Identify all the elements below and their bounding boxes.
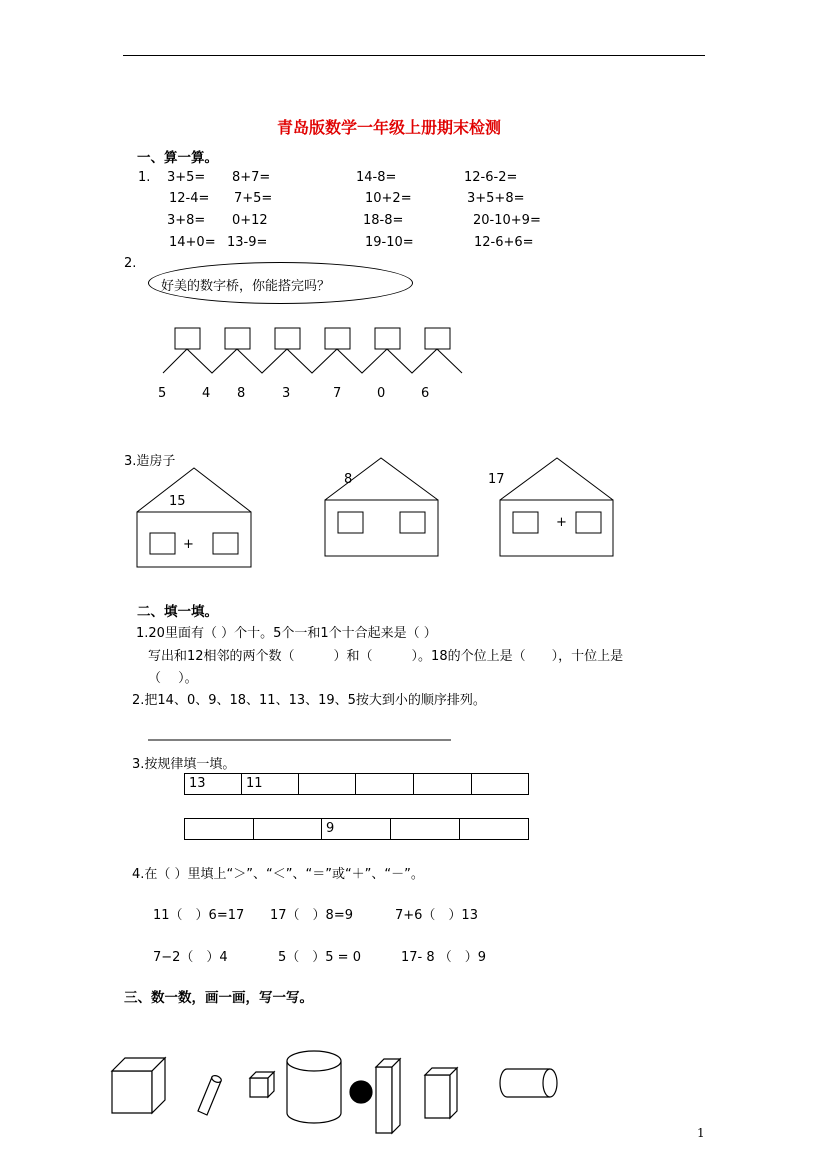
bridge-number: 6 (421, 386, 430, 401)
pattern-cell[interactable] (355, 773, 414, 795)
q3-label: 3.造房子 (124, 454, 176, 469)
house-number: 17 (488, 472, 505, 487)
cube-large (112, 1058, 165, 1113)
pattern-cell[interactable] (298, 773, 356, 795)
problem: 3+5= (167, 170, 206, 185)
cuboid (425, 1068, 457, 1118)
problem: 18-8= (363, 213, 404, 228)
problem: 20-10+9= (473, 213, 541, 228)
bridge-number: 0 (377, 386, 386, 401)
problem: 0+12 (232, 213, 268, 228)
pattern-cell[interactable] (471, 773, 529, 795)
pattern-cell[interactable] (390, 818, 460, 840)
house-number: 8 (344, 472, 353, 487)
s2-q4: 4.在（ ）里填上“＞”、“＜”、“＝”或“＋”、“－”。 (132, 867, 424, 882)
page-title: 青岛版数学一年级上册期末检测 (277, 118, 502, 137)
compare-item: 17（ ）8=9 (270, 908, 353, 923)
s2-q3: 3.按规律填一填。 (132, 757, 236, 772)
cube-small (250, 1072, 274, 1097)
problem: 3+8= (167, 213, 206, 228)
s2-q1-line3: （ ）。 (148, 671, 198, 686)
s2-q2: 2.把14、0、9、18、11、13、19、5按大到小的顺序排列。 (132, 693, 486, 708)
bridge-box (275, 328, 300, 349)
house-3 (500, 458, 613, 556)
compare-item: 11（ ）6=17 (153, 908, 245, 923)
house-2 (325, 458, 438, 556)
compare-item: 7+6（ ）13 (395, 908, 478, 923)
house-1 (137, 468, 251, 567)
bridge-number: 5 (158, 386, 167, 401)
cylinder-horizontal (500, 1069, 557, 1097)
bridge-box (225, 328, 250, 349)
problem: 14-8= (356, 170, 397, 185)
cylinder-large (287, 1051, 341, 1123)
pattern-cell[interactable] (459, 818, 529, 840)
s2-q1-line1: 1.20里面有（ ）个十。5个一和1个十合起来是（ ） (136, 626, 437, 641)
problem: 8+7= (232, 170, 271, 185)
section1-heading: 一、算一算。 (137, 150, 218, 166)
page-number: 1 (697, 1126, 705, 1140)
solid-shapes (112, 1051, 557, 1133)
compare-item: 17- 8 （ ）9 (401, 950, 487, 965)
pattern-cell[interactable]: 11 (241, 773, 299, 795)
problem: 12-4= (169, 191, 210, 206)
compare-item: 7−2（ ）4 (153, 950, 228, 965)
bridge-number: 8 (237, 386, 246, 401)
pattern-cell[interactable] (253, 818, 322, 840)
compare-item: 5（ ）5 = 0 (278, 950, 361, 965)
q1-label: 1. (138, 170, 151, 185)
problem: 3+5+8= (467, 191, 525, 206)
q2-label: 2. (124, 256, 137, 271)
problem: 12-6+6= (474, 235, 534, 250)
pattern-cell[interactable]: 9 (321, 818, 391, 840)
number-bridge (163, 328, 462, 373)
section2-heading: 二、填一填。 (137, 604, 218, 620)
s2-q1-line2: 写出和12相邻的两个数（ ）和（ ）。18的个位上是（ ），十位上是 (148, 649, 624, 664)
problem: 13-9= (227, 235, 268, 250)
cylinder-tilted (198, 1074, 222, 1115)
pattern-cell[interactable]: 13 (184, 773, 242, 795)
prism-tall (376, 1059, 400, 1133)
bridge-box (425, 328, 450, 349)
bridge-number: 3 (282, 386, 291, 401)
problem: 14+0= (169, 235, 216, 250)
bridge-box (325, 328, 350, 349)
sphere (350, 1081, 372, 1103)
house-sign: + (183, 537, 194, 552)
bubble-text: 好美的数字桥，你能搭完吗？ (161, 279, 331, 294)
pattern-cell[interactable] (413, 773, 472, 795)
problem: 7+5= (234, 191, 273, 206)
bridge-number: 4 (202, 386, 211, 401)
problem: 19-10= (365, 235, 414, 250)
section3-heading: 三、数一数，画一画，写一写。 (124, 990, 313, 1006)
bridge-box (375, 328, 400, 349)
bridge-box (175, 328, 200, 349)
house-number: 15 (169, 494, 186, 509)
problem: 10+2= (365, 191, 412, 206)
pattern-cell[interactable] (184, 818, 254, 840)
house-sign: + (556, 515, 567, 530)
problem: 12-6-2= (464, 170, 518, 185)
bridge-number: 7 (333, 386, 342, 401)
